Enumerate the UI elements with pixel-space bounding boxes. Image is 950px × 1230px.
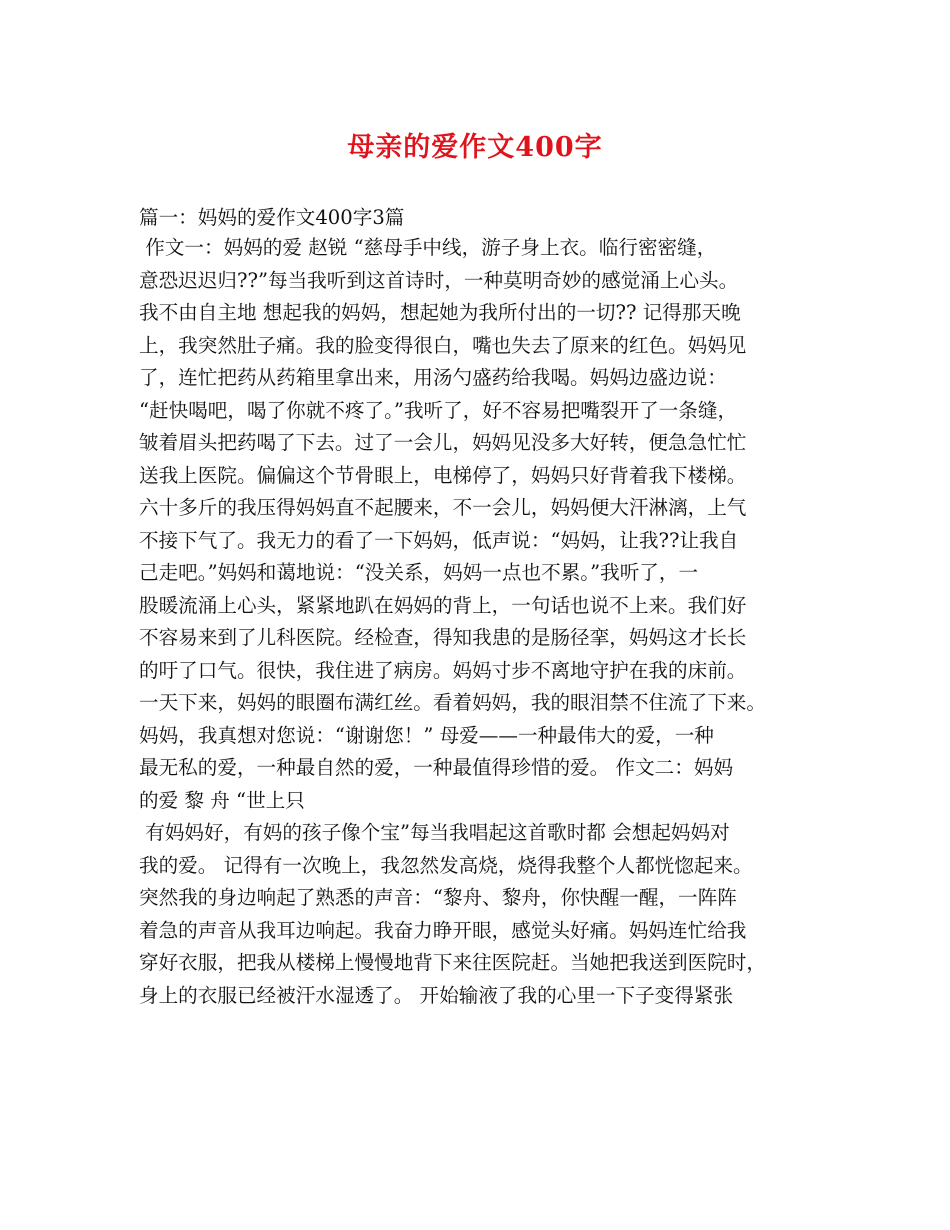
text-line: 的爱 黎 舟 “世上只: [139, 788, 305, 812]
text-line: 股暖流涌上心头，紧紧地趴在妈妈的背上，一句话也说不上来。我们好: [139, 593, 747, 617]
text-line: 送我上医院。偏偏这个节骨眼上，电梯停了，妈妈只好背着我下楼梯。: [139, 463, 747, 487]
text-line: 妈妈，我真想对您说：“谢谢您！” 母爱——一种最伟大的爱，一种: [139, 723, 714, 747]
text-line: 穿好衣服，把我从楼梯上慢慢地背下来往医院赶。当她把我送到医院时，: [139, 951, 766, 974]
text-line: 一天下来，妈妈的眼圈布满红丝。看着妈妈，我的眼泪禁不住流了下来。: [139, 691, 766, 714]
text-line: 突然我的身边响起了熟悉的声音：“黎舟、黎舟，你快醒一醒，一阵阵: [139, 886, 737, 909]
text-line: 不接下气了。我无力的看了一下妈妈，低声说：“妈妈，让我??让我自: [139, 528, 739, 552]
text-line: 不容易来到了儿科医院。经检查，得知我患的是肠径挛，妈妈这才长长: [139, 626, 747, 649]
text-line: 有妈妈好，有妈的孩子像个宝”每当我唱起这首歌时都 会想起妈妈对: [139, 821, 730, 844]
document-title: 母亲的爱作文400字: [347, 132, 603, 163]
text-line: 着急的声音从我耳边响起。我奋力睁开眼，感觉头好痛。妈妈连忙给我: [139, 918, 747, 942]
text-line: 上，我突然肚子痛。我的脸变得很白，嘴也失去了原来的红色。妈妈见: [139, 333, 747, 357]
text-line: 己走吧。”妈妈和蔼地说：“没关系，妈妈一点也不累。”我听了，一: [139, 561, 699, 584]
text-line: 身上的衣服已经被汗水湿透了。 开始输液了我的心里一下子变得紧张: [139, 983, 734, 1007]
text-line: 六十多斤的我压得妈妈直不起腰来，不一会儿，妈妈便大汗淋漓，上气: [139, 496, 747, 519]
text-line: 最无私的爱，一种最自然的爱，一种最值得珍惜的爱。 作文二：妈妈: [139, 756, 734, 779]
text-line: 的吁了口气。很快，我住进了病房。妈妈寸步不离地守护在我的床前。: [139, 658, 747, 682]
text-line: 意恐迟迟归??”每当我听到这首诗时，一种莫明奇妙的感觉涌上心头。: [139, 268, 739, 292]
section-heading: 篇一：妈妈的爱作文400字3篇: [139, 206, 405, 229]
text-line: 了，连忙把药从药箱里拿出来，用汤勺盛药给我喝。妈妈边盛边说：: [139, 366, 727, 389]
text-line: “赶快喝吧，喝了你就不疼了。”我听了，好不容易把嘴裂开了一条缝，: [139, 398, 738, 422]
text-line: 我不由自主地 想起我的妈妈，想起她为我所付出的一切?? 记得那天晚: [139, 301, 741, 324]
text-line: 作文一：妈妈的爱 赵锐 “慈母手中线，游子身上衣。临行密密缝，: [139, 236, 717, 259]
text-line: 我的爱。 记得有一次晚上，我忽然发高烧，烧得我整个人都恍惚起来。: [139, 853, 753, 877]
text-line: 皱着眉头把药喝了下去。过了一会儿，妈妈见没多大好转，便急急忙忙: [139, 431, 747, 454]
document-body: [139, 204, 829, 1012]
